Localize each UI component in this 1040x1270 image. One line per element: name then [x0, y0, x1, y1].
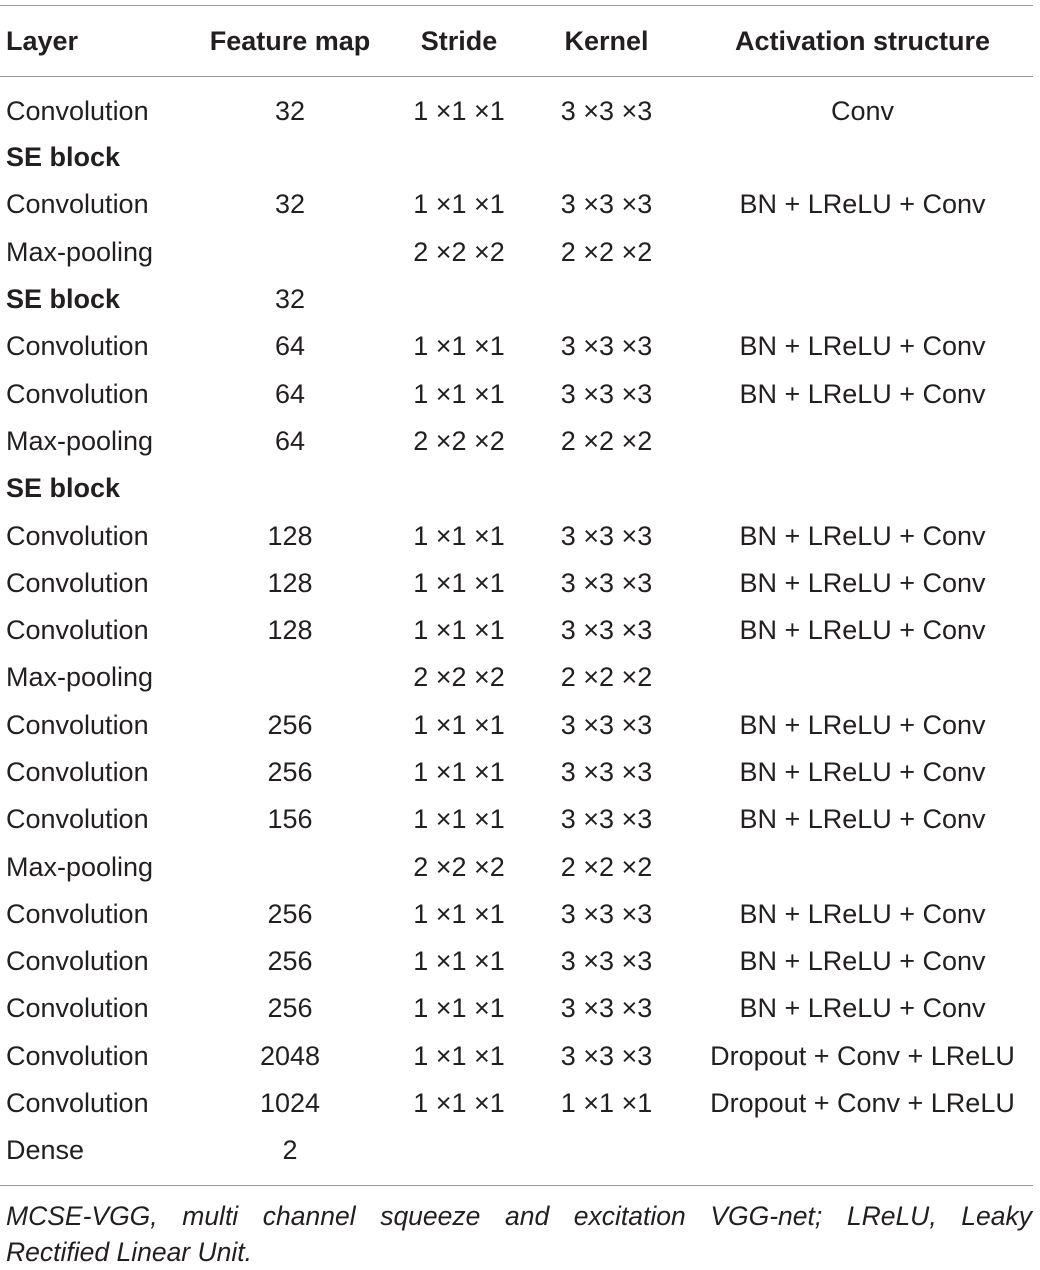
- cell-activation: BN + LReLU + Conv: [739, 709, 986, 740]
- cell-stride: 1 ×1 ×1: [413, 709, 505, 740]
- cell-kernel: 2 ×2 ×2: [560, 851, 653, 882]
- cell-layer: SE block: [6, 142, 121, 173]
- cell-feature-map: [196, 843, 384, 890]
- cell-feature-map: 2: [282, 1135, 298, 1166]
- cell-layer: SE block: [6, 473, 121, 504]
- table-row: [0, 654, 1040, 701]
- cell-stride: 2 ×2 ×2: [413, 425, 505, 456]
- table-row: [0, 1033, 1040, 1080]
- cell-feature-map: 32: [274, 189, 306, 220]
- cell-feature-map: 1024: [259, 1088, 321, 1119]
- cell-stride: 1 ×1 ×1: [413, 189, 505, 220]
- cell-kernel: 3 ×3 ×3: [560, 615, 653, 646]
- table-row: [0, 891, 1040, 938]
- cell-kernel: 1 ×1 ×1: [560, 1088, 653, 1119]
- cell-kernel: 3 ×3 ×3: [560, 898, 653, 929]
- cell-kernel: [534, 465, 679, 512]
- cell-kernel: 3 ×3 ×3: [560, 520, 653, 551]
- table-row: [0, 370, 1040, 417]
- cell-activation: BN + LReLU + Conv: [739, 898, 986, 929]
- cell-kernel: [534, 1127, 679, 1174]
- cell-layer: Convolution: [6, 709, 149, 740]
- cell-kernel: 3 ×3 ×3: [560, 946, 653, 977]
- cell-stride: 1 ×1 ×1: [413, 567, 505, 598]
- cell-feature-map: 256: [267, 946, 313, 977]
- table-row: [0, 181, 1040, 228]
- cell-stride: 1 ×1 ×1: [413, 95, 505, 126]
- cell-feature-map: 156: [267, 804, 313, 835]
- cell-feature-map: 256: [267, 898, 313, 929]
- cell-stride: 1 ×1 ×1: [413, 757, 505, 787]
- cell-activation: [679, 229, 1040, 276]
- table-row: [0, 1080, 1040, 1127]
- cell-activation: [679, 276, 1040, 323]
- cell-layer: Convolution: [6, 993, 149, 1024]
- cell-activation: Dropout + Conv + LReLU: [710, 1088, 1015, 1119]
- cell-stride: 1 ×1 ×1: [413, 993, 505, 1024]
- cell-stride: 1 ×1 ×1: [413, 520, 505, 551]
- cell-kernel: 3 ×3 ×3: [560, 95, 653, 126]
- bottom-rule: [0, 1185, 1033, 1186]
- cell-activation: BN + LReLU + Conv: [739, 946, 986, 977]
- cell-layer: Convolution: [6, 95, 149, 126]
- cell-stride: 1 ×1 ×1: [413, 898, 505, 929]
- table-row: [0, 323, 1040, 370]
- header-activation: Activation structure: [734, 25, 991, 56]
- cell-activation: Conv: [830, 95, 895, 126]
- cell-stride: [384, 134, 534, 181]
- cell-layer: Max-pooling: [6, 851, 154, 882]
- cell-activation: BN + LReLU + Conv: [739, 993, 986, 1024]
- footnote-line-1: MCSE-VGG, multi channel squeeze and excitation VGG-net; LReLU, Leaky: [6, 1201, 1032, 1231]
- cell-stride: 1 ×1 ×1: [413, 331, 505, 362]
- table-row: [0, 229, 1040, 276]
- cell-activation: BN + LReLU + Conv: [739, 615, 986, 646]
- cell-stride: [384, 465, 534, 512]
- table-row: [0, 985, 1040, 1032]
- cell-stride: 1 ×1 ×1: [413, 946, 505, 977]
- cell-layer: Max-pooling: [6, 662, 154, 693]
- cell-layer: Convolution: [6, 757, 149, 787]
- cell-activation: [679, 418, 1040, 465]
- cell-kernel: 3 ×3 ×3: [560, 378, 653, 409]
- cell-kernel: 3 ×3 ×3: [560, 709, 653, 740]
- cell-stride: 2 ×2 ×2: [413, 662, 505, 693]
- table-row: [0, 702, 1040, 749]
- cell-layer: Convolution: [6, 520, 149, 551]
- cell-layer: Convolution: [6, 804, 149, 835]
- cell-layer: SE block: [6, 284, 121, 315]
- cell-kernel: 3 ×3 ×3: [560, 757, 653, 787]
- cell-stride: 1 ×1 ×1: [413, 1088, 505, 1119]
- cell-activation: BN + LReLU + Conv: [739, 520, 986, 551]
- cell-layer: Max-pooling: [6, 425, 154, 456]
- cell-activation: BN + LReLU + Conv: [739, 757, 986, 787]
- cell-kernel: 2 ×2 ×2: [560, 425, 653, 456]
- header-row: [0, 6, 1040, 76]
- cell-feature-map: [196, 229, 384, 276]
- header-feature-map: Feature map: [209, 25, 371, 56]
- cell-kernel: 2 ×2 ×2: [560, 662, 653, 693]
- cell-stride: 1 ×1 ×1: [413, 1040, 505, 1071]
- cell-layer: Convolution: [6, 1088, 149, 1119]
- section-row: [0, 465, 1040, 512]
- header-stride: Stride: [420, 25, 498, 56]
- cell-stride: 1 ×1 ×1: [413, 615, 505, 646]
- cell-layer: Convolution: [6, 946, 149, 977]
- section-row: [0, 134, 1040, 181]
- table-row: [0, 418, 1040, 465]
- cell-feature-map: 128: [267, 520, 313, 551]
- cell-activation: [679, 134, 1040, 181]
- cell-layer: Convolution: [6, 567, 149, 598]
- cell-feature-map: 2048: [259, 1040, 321, 1071]
- section-row: [0, 276, 1040, 323]
- cell-activation: [679, 654, 1040, 701]
- cell-kernel: 3 ×3 ×3: [560, 993, 653, 1024]
- cell-feature-map: 128: [267, 567, 313, 598]
- cell-feature-map: [196, 465, 384, 512]
- cell-feature-map: 32: [274, 284, 306, 315]
- cell-activation: [679, 465, 1040, 512]
- cell-feature-map: [196, 134, 384, 181]
- cell-stride: 2 ×2 ×2: [413, 236, 505, 267]
- cell-activation: BN + LReLU + Conv: [739, 567, 986, 598]
- cell-activation: [679, 1127, 1040, 1174]
- cell-layer: Convolution: [6, 331, 149, 362]
- cell-layer: Max-pooling: [6, 236, 154, 267]
- header-layer: Layer: [6, 25, 79, 56]
- cell-kernel: 3 ×3 ×3: [560, 1040, 653, 1071]
- cell-feature-map: 256: [267, 757, 313, 787]
- table-row: [0, 749, 1040, 796]
- cell-kernel: 2 ×2 ×2: [560, 236, 653, 267]
- table-row: [0, 512, 1040, 559]
- cell-layer: Convolution: [6, 898, 149, 929]
- cell-feature-map: 64: [274, 425, 306, 456]
- cell-kernel: 3 ×3 ×3: [560, 567, 653, 598]
- cell-activation: Dropout + Conv + LReLU: [710, 1040, 1015, 1071]
- cell-feature-map: 128: [267, 615, 313, 646]
- cell-stride: 1 ×1 ×1: [413, 804, 505, 835]
- cell-kernel: [534, 276, 679, 323]
- cell-kernel: 3 ×3 ×3: [560, 189, 653, 220]
- table-row: [0, 938, 1040, 985]
- cell-feature-map: 256: [267, 993, 313, 1024]
- cell-feature-map: 32: [274, 95, 306, 126]
- cell-activation: [679, 843, 1040, 890]
- cell-feature-map: 64: [274, 378, 306, 409]
- cell-layer: Convolution: [6, 378, 149, 409]
- cell-kernel: 3 ×3 ×3: [560, 331, 653, 362]
- cell-layer: Convolution: [6, 189, 149, 220]
- cell-stride: 2 ×2 ×2: [413, 851, 505, 882]
- table-body: [0, 76, 1040, 1175]
- table-row: [0, 607, 1040, 654]
- table-row: [0, 76, 1040, 134]
- table-row: [0, 796, 1040, 843]
- cell-kernel: 3 ×3 ×3: [560, 804, 653, 835]
- table-footnote: [6, 1198, 1032, 1270]
- cell-activation: BN + LReLU + Conv: [739, 378, 986, 409]
- cell-activation: BN + LReLU + Conv: [739, 804, 986, 835]
- cell-stride: [384, 1127, 534, 1174]
- cell-kernel: [534, 134, 679, 181]
- cell-activation: BN + LReLU + Conv: [739, 189, 986, 220]
- cell-feature-map: [196, 654, 384, 701]
- cell-feature-map: 64: [274, 331, 306, 362]
- cell-feature-map: 256: [267, 709, 313, 740]
- table-row: [0, 560, 1040, 607]
- cell-stride: 1 ×1 ×1: [413, 378, 505, 409]
- cell-stride: [384, 276, 534, 323]
- cell-layer: Dense: [6, 1135, 85, 1166]
- footnote-line-2: Rectified Linear Unit.: [6, 1237, 252, 1267]
- cell-layer: Convolution: [6, 1040, 149, 1071]
- cell-layer: Convolution: [6, 615, 149, 646]
- table-row: [0, 1127, 1040, 1174]
- cell-activation: BN + LReLU + Conv: [739, 331, 986, 362]
- header-kernel: Kernel: [564, 25, 649, 56]
- architecture-table: [0, 6, 1040, 1175]
- table-row: [0, 843, 1040, 890]
